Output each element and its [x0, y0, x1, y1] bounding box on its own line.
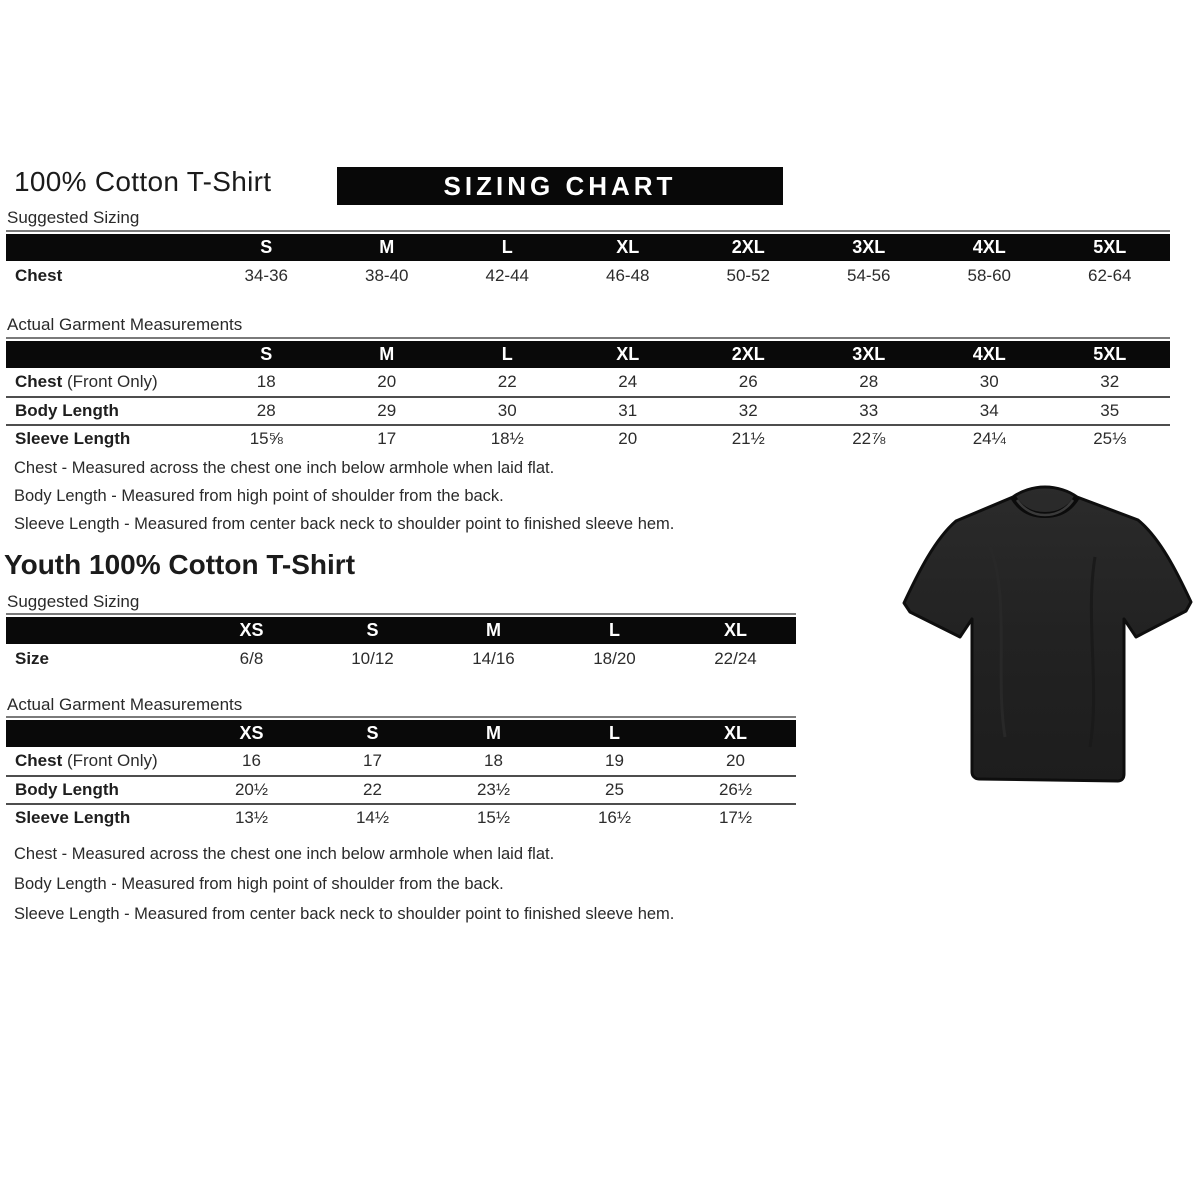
cell: 21½ — [731, 429, 765, 448]
table-row-chest — [6, 261, 1170, 291]
cell: 29 — [377, 401, 397, 420]
cell: 28 — [859, 372, 879, 391]
cell: 28 — [256, 401, 276, 420]
table-row-sleeve-length — [6, 803, 796, 831]
cell: 42-44 — [485, 266, 529, 285]
cell: 58-60 — [967, 266, 1011, 285]
cell: 15½ — [476, 808, 511, 827]
size-column-header: M — [379, 237, 395, 257]
note-body-length: Body Length - Measured from high point of shoulder from the back. — [14, 487, 504, 505]
cell: 24 — [618, 372, 638, 391]
row-label: Chest (Front Only) — [15, 372, 158, 391]
cell: 20 — [726, 751, 745, 770]
table-row-size — [6, 644, 796, 674]
sizing-chart-banner: SIZING CHART — [337, 167, 783, 205]
cell: 22/24 — [714, 649, 757, 668]
cell: 20½ — [234, 780, 269, 799]
size-column-header: 4XL — [972, 344, 1006, 364]
youth-actual-measurements-table — [6, 716, 796, 831]
cell: 18½ — [490, 429, 524, 448]
row-label: Body Length — [15, 401, 119, 420]
note-chest: Chest - Measured across the chest one inch below armhole when laid flat. — [14, 845, 555, 863]
cell: 32 — [738, 401, 758, 420]
size-column-header: S — [260, 237, 273, 257]
size-column-header: 2XL — [731, 344, 765, 364]
table-row-chest-front-only — [6, 368, 1170, 396]
size-column-header: L — [501, 344, 513, 364]
row-label: Body Length — [15, 780, 119, 799]
adult-product-title: 100% Cotton T-Shirt — [14, 166, 272, 197]
cell: 33 — [859, 401, 879, 420]
cell: 13½ — [234, 808, 269, 827]
cell: 10/12 — [351, 649, 394, 668]
cell: 38-40 — [365, 266, 409, 285]
tshirt-graphic — [890, 476, 1200, 808]
cell: 16 — [242, 751, 261, 770]
youth-suggested-header-row — [6, 617, 796, 644]
cell: 15⅝ — [249, 429, 283, 448]
cell: 17½ — [718, 808, 753, 827]
note-sleeve-length: Sleeve Length - Measured from center back neck to shoulder point to finished sleeve hem. — [14, 905, 675, 923]
cell: 62-64 — [1088, 266, 1132, 285]
note-body-length: Body Length - Measured from high point of shoulder from the back. — [14, 875, 504, 893]
cell: 25⅓ — [1093, 429, 1127, 448]
cell: 14/16 — [472, 649, 515, 668]
size-column-header: 4XL — [972, 237, 1006, 257]
size-column-header: M — [486, 723, 501, 743]
size-column-header: L — [609, 620, 620, 640]
size-column-header: S — [260, 344, 273, 364]
size-column-header: XL — [616, 344, 640, 364]
cell: 26 — [738, 372, 758, 391]
youth-suggested-sizing-table — [6, 613, 796, 674]
adult-measurement-notes — [14, 459, 674, 543]
cell: 23½ — [476, 780, 511, 799]
black-tshirt-image — [890, 476, 1200, 808]
adult-suggested-header-row — [6, 234, 1170, 261]
row-label: Sleeve Length — [15, 429, 131, 448]
size-column-header: 3XL — [852, 237, 886, 257]
note-sleeve-length: Sleeve Length - Measured from center back neck to shoulder point to finished sleeve hem. — [14, 515, 675, 533]
table-row-body-length — [6, 396, 1170, 424]
cell: 34 — [979, 401, 999, 420]
cell: 34-36 — [244, 266, 288, 285]
youth-product-title: Youth 100% Cotton T-Shirt — [4, 549, 356, 580]
size-column-header: M — [486, 620, 501, 640]
cell: 6/8 — [239, 649, 264, 668]
note-chest: Chest - Measured across the chest one inch below armhole when laid flat. — [14, 459, 555, 477]
row-label: Size — [15, 649, 50, 668]
youth-suggested-sizing-label: Suggested Sizing — [7, 592, 140, 611]
cell: 19 — [605, 751, 624, 770]
cell: 32 — [1100, 372, 1120, 391]
size-column-header: S — [366, 723, 379, 743]
table-row-body-length — [6, 775, 796, 803]
cell: 17 — [363, 751, 382, 770]
adult-actual-measurements-label: Actual Garment Measurements — [7, 315, 243, 334]
cell: 24¼ — [972, 429, 1006, 448]
cell: 17 — [377, 429, 397, 448]
cell: 22 — [363, 780, 382, 799]
cell: 20 — [618, 429, 638, 448]
adult-actual-measurements-table — [6, 337, 1170, 452]
size-column-header: 2XL — [731, 237, 765, 257]
table-row-chest-front-only — [6, 747, 796, 775]
youth-measurement-notes — [14, 845, 674, 935]
size-column-header: L — [609, 723, 620, 743]
cell: 30 — [497, 401, 517, 420]
size-column-header: XS — [239, 620, 264, 640]
size-column-header: XL — [723, 620, 747, 640]
cell: 18 — [484, 751, 503, 770]
cell: 46-48 — [606, 266, 650, 285]
row-label: Sleeve Length — [15, 808, 131, 827]
table-row-sleeve-length — [6, 424, 1170, 452]
youth-actual-measurements-label: Actual Garment Measurements — [7, 695, 243, 714]
size-column-header: 3XL — [852, 344, 886, 364]
size-column-header: XL — [723, 723, 747, 743]
adult-suggested-sizing-table — [6, 230, 1170, 291]
size-column-header: 5XL — [1093, 237, 1127, 257]
cell: 31 — [618, 401, 638, 420]
size-column-header: L — [501, 237, 513, 257]
cell: 18 — [256, 372, 276, 391]
cell: 16½ — [597, 808, 632, 827]
adult-actual-header-row — [6, 341, 1170, 368]
cell: 26½ — [718, 780, 753, 799]
size-column-header: M — [379, 344, 395, 364]
cell: 22⅞ — [852, 429, 886, 448]
cell: 30 — [979, 372, 999, 391]
adult-suggested-sizing-label: Suggested Sizing — [7, 208, 140, 227]
cell: 20 — [377, 372, 397, 391]
cell: 18/20 — [593, 649, 636, 668]
youth-actual-header-row — [6, 720, 796, 747]
cell: 22 — [497, 372, 517, 391]
cell: 35 — [1100, 401, 1120, 420]
cell: 54-56 — [847, 266, 891, 285]
size-column-header: S — [366, 620, 379, 640]
cell: 50-52 — [726, 266, 770, 285]
size-column-header: XS — [239, 723, 264, 743]
cell: 14½ — [355, 808, 390, 827]
row-label: Chest (Front Only) — [15, 751, 158, 770]
size-column-header: XL — [616, 237, 640, 257]
cell: 25 — [605, 780, 624, 799]
size-column-header: 5XL — [1093, 344, 1127, 364]
row-label: Chest — [15, 266, 63, 285]
